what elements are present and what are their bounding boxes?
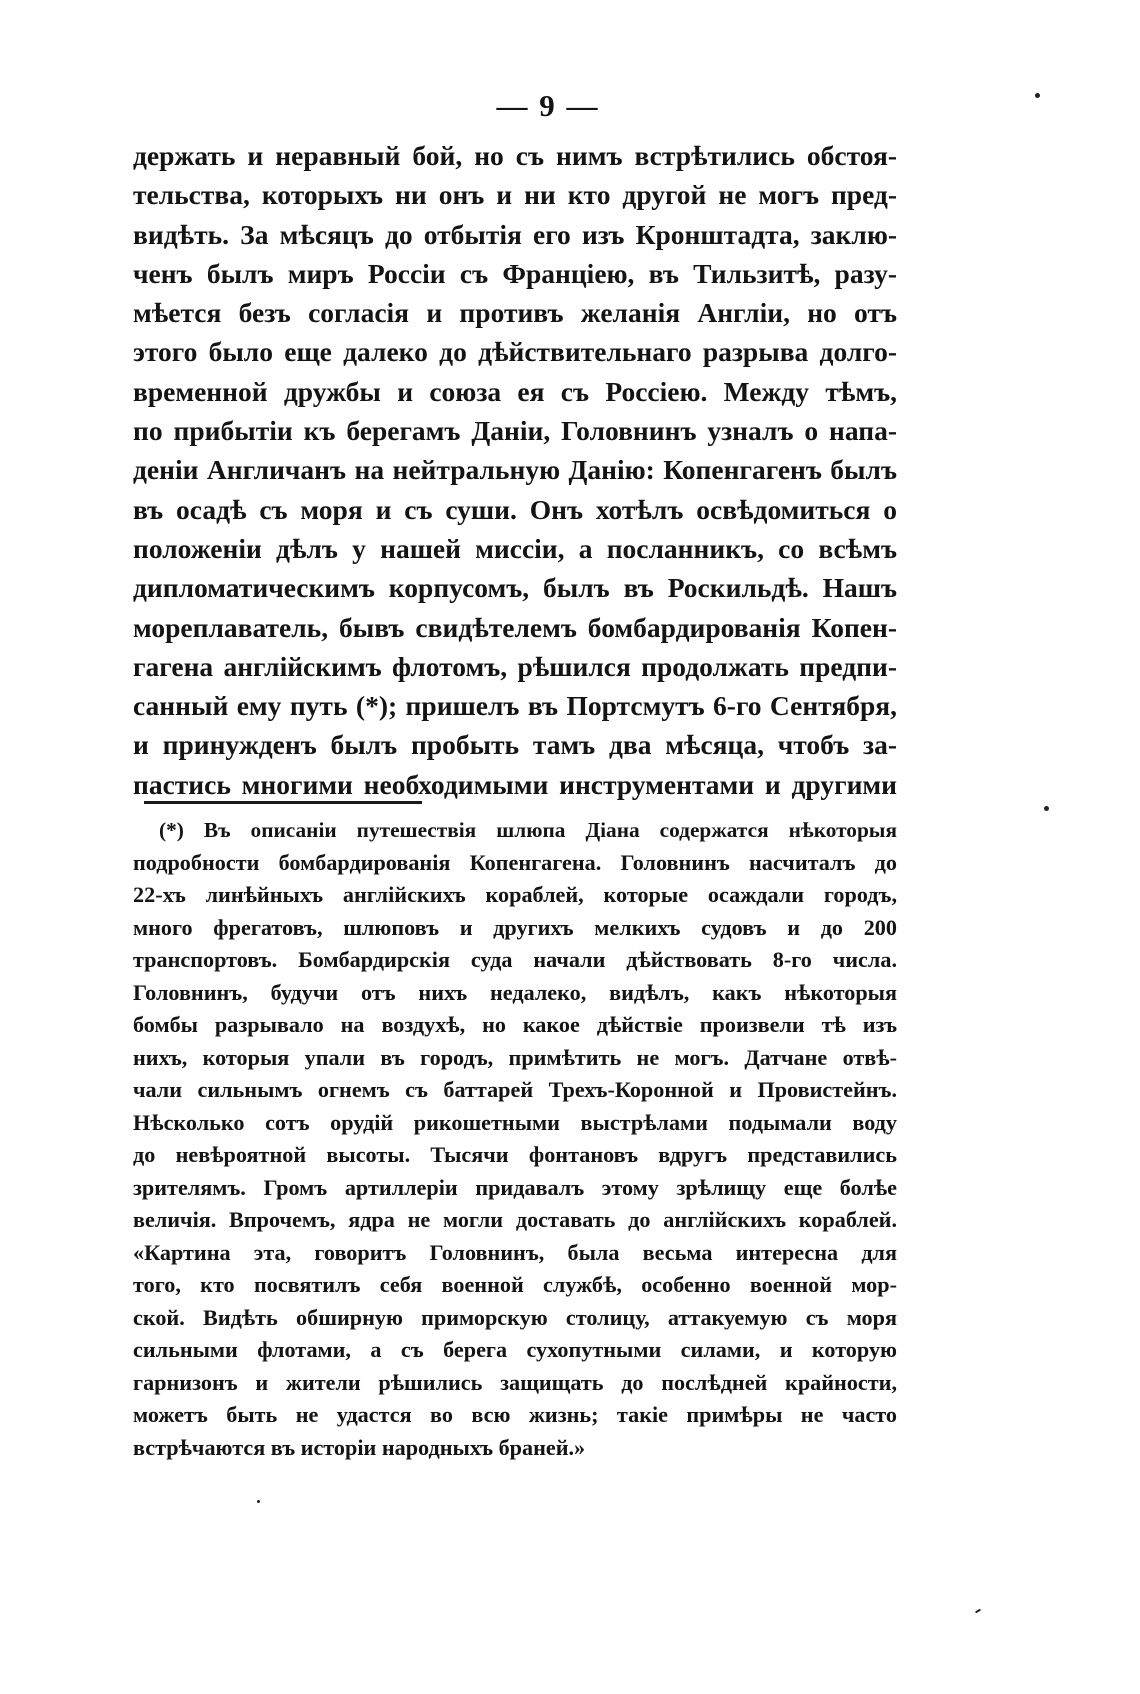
scan-speck: [257, 1500, 260, 1503]
footnote-line: бомбы разрывало на воздухѣ, но какое дѣйствіе произвели тѣ изъ: [133, 1012, 897, 1037]
footnote-line: подробности бомбардированія Копенгагена. Головнинъ насчиталъ до: [133, 849, 897, 875]
footnote-line: Нѣсколько сотъ орудій рикошетными выстрѣлами подымали воду: [133, 1109, 897, 1135]
footnote-line: «Картина эта, говоритъ Головнинъ, была весьма интересна для: [133, 1239, 897, 1265]
scan-speck: [1044, 806, 1049, 811]
main-text-line: пастись многими необходимыми инструментами и другими: [133, 768, 897, 800]
scan-speck: [1035, 93, 1040, 98]
footnote-line: транспортовъ. Бомбардирскія суда начали дѣйствовать 8-го числа.: [133, 947, 897, 972]
main-text-line: въ осадѣ съ моря и съ суши. Онъ хотѣлъ освѣдомиться о: [133, 493, 897, 525]
footnote-line: Головнинъ, будучи отъ нихъ недалеко, видѣлъ, какъ нѣкоторыя: [133, 979, 897, 1005]
main-text-line: гагена англійскимъ флотомъ, рѣшился продолжать предпи-: [133, 650, 897, 682]
footnote-divider: [144, 801, 422, 804]
footnote-line: того, кто посвятилъ себя военной службѣ, особенно военной мор-: [133, 1272, 897, 1297]
main-text-line: ченъ былъ миръ Россіи съ Франціею, въ Тильзитѣ, разу-: [133, 257, 897, 289]
page-number: — 9 —: [496, 88, 600, 123]
footnote-line: много фрегатовъ, шлюповъ и другихъ мелкихъ судовъ и до 200: [133, 914, 897, 940]
footnote-line: (*) Въ описаніи путешествія шлюпа Діана содержатся нѣкоторыя: [159, 818, 897, 842]
main-text-line: держать и неравный бой, но съ нимъ встрѣтились обстоя-: [133, 140, 897, 171]
main-text-line: мореплаватель, бывъ свидѣтелемъ бомбардированія Копен-: [133, 611, 897, 643]
footnote-block: [133, 814, 897, 1464]
footnote-line: до невѣроятной высоты. Тысячи фонтановъ вдругъ представились: [133, 1142, 897, 1167]
main-text-line: этого было еще далеко до дѣйствительнаго разрыва долго-: [133, 336, 897, 368]
main-text-line: по прибытіи къ берегамъ Даніи, Головнинъ узналъ о напа-: [133, 415, 897, 447]
main-text-line: и принужденъ былъ пробыть тамъ два мѣсяца, чтобъ за-: [133, 729, 897, 761]
footnote-line: встрѣчаются въ исторіи народныхъ браней.»: [133, 1434, 586, 1460]
main-text-line: положеніи дѣлъ у нашей миссіи, а посланникъ, со всѣмъ: [133, 532, 897, 564]
main-text-line: мѣется безъ согласія и противъ желанія Англіи, но отъ: [133, 297, 897, 329]
main-text-line: тельства, которыхъ ни онъ и ни кто другой не могъ пред-: [133, 179, 897, 211]
main-text-line: временной дружбы и союза ея съ Россіею. Между тѣмъ,: [133, 375, 897, 407]
main-text-block: [133, 136, 897, 804]
footnote-line: величія. Впрочемъ, ядра не могли доставать до англійскихъ кораблей.: [133, 1207, 897, 1232]
main-text-line: дипломатическимъ корпусомъ, былъ въ Роскильдѣ. Нашъ: [133, 572, 897, 604]
footnote-line: 22-хъ линѣйныхъ англійскихъ кораблей, которые осаждали городъ,: [133, 882, 897, 907]
footnote-line: ской. Видѣть обширную приморскую столицу, аттакуемую съ моря: [133, 1304, 897, 1330]
scan-speck: [975, 1609, 981, 1614]
footnote-line: нихъ, которыя упали въ городъ, примѣтить не могъ. Датчане отвѣ-: [133, 1044, 897, 1070]
main-text-line: видѣть. За мѣсяцъ до отбытія его изъ Кронштадта, заклю-: [133, 218, 897, 250]
footnote-line: сильными флотами, а съ берега сухопутными силами, и которую: [133, 1337, 897, 1362]
footnote-line: чали сильнымъ огнемъ съ баттарей Трехъ-Коронной и Провистейнъ.: [133, 1077, 897, 1102]
footnote-line: зрителямъ. Громъ артиллеріи придавалъ этому зрѣлищу еще болѣе: [133, 1174, 897, 1200]
footnote-line: можетъ быть не удастся во всю жизнь; такіе примѣры не часто: [133, 1402, 897, 1427]
main-text-line: санный ему путь (*); пришелъ въ Портсмутъ 6-го Сентября,: [133, 690, 897, 722]
main-text-line: деніи Англичанъ на нейтральную Данію: Копенгагенъ былъ: [133, 454, 897, 486]
footnote-line: гарнизонъ и жители рѣшились защищать до послѣдней крайности,: [133, 1369, 897, 1395]
